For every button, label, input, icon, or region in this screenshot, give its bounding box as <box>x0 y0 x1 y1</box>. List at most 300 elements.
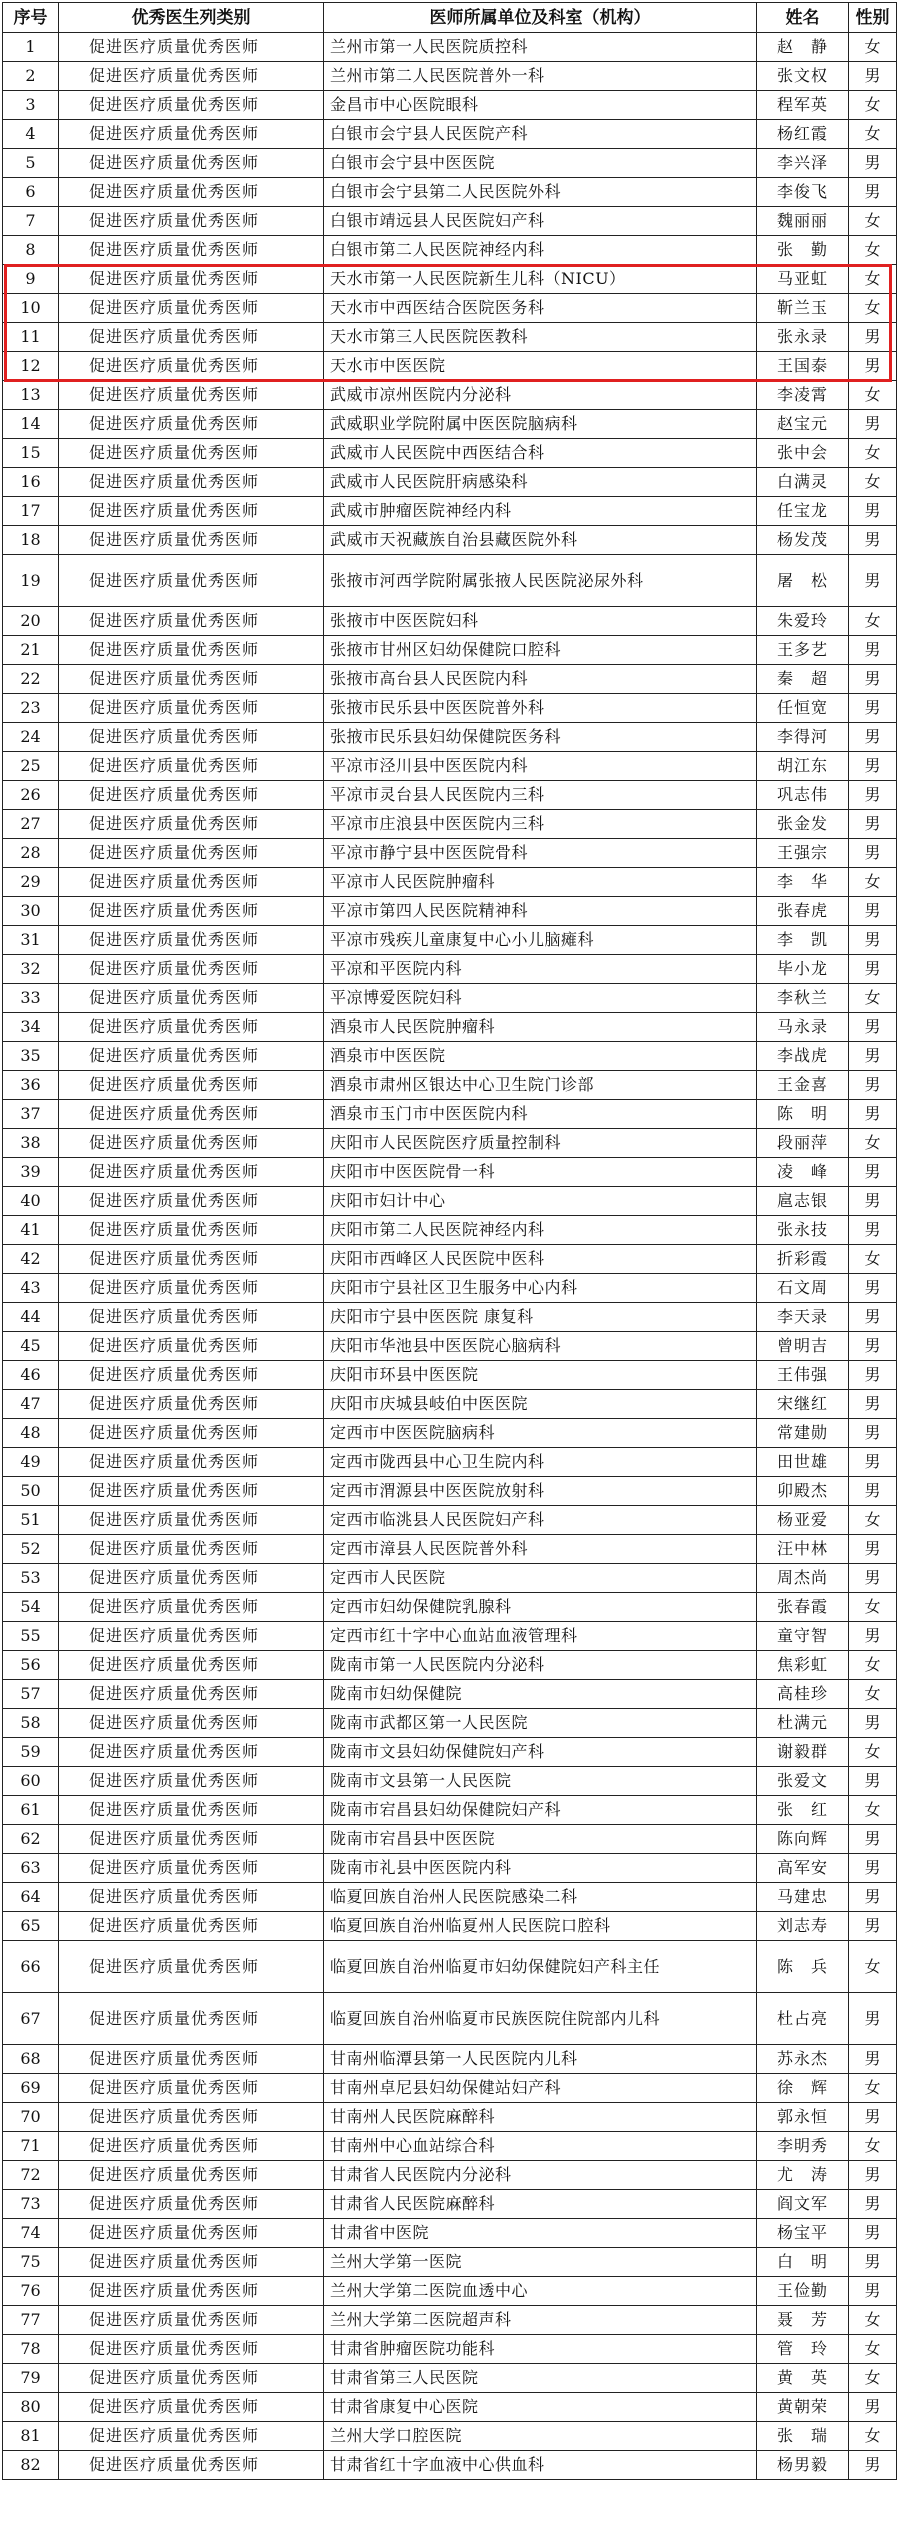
row-category: 促进医疗质量优秀医师 <box>59 897 324 926</box>
table-row <box>3 323 897 352</box>
table-row <box>3 294 897 323</box>
awardee-table <box>2 2 897 2480</box>
table-row <box>3 439 897 468</box>
row-index: 28 <box>3 839 59 868</box>
row-index: 25 <box>3 752 59 781</box>
row-institution: 白银市会宁县中医医院 <box>324 149 757 178</box>
row-index: 81 <box>3 2422 59 2451</box>
row-sex: 男 <box>849 1216 897 1245</box>
row-name: 田世雄 <box>757 1448 849 1477</box>
row-institution: 平凉市静宁县中医医院骨科 <box>324 839 757 868</box>
row-sex: 男 <box>849 1912 897 1941</box>
table-row <box>3 1709 897 1738</box>
row-name: 苏永杰 <box>757 2045 849 2074</box>
row-sex: 男 <box>849 1303 897 1332</box>
row-institution: 定西市临洮县人民医院妇产科 <box>324 1506 757 1535</box>
row-category: 促进医疗质量优秀医师 <box>59 607 324 636</box>
row-category: 促进医疗质量优秀医师 <box>59 694 324 723</box>
row-institution: 张掖市民乐县妇幼保健院医务科 <box>324 723 757 752</box>
row-sex: 女 <box>849 1506 897 1535</box>
header-institution: 医师所属单位及科室（机构） <box>324 3 757 33</box>
table-row <box>3 1912 897 1941</box>
row-institution: 甘南州人民医院麻醉科 <box>324 2103 757 2132</box>
table-row <box>3 120 897 149</box>
row-index: 22 <box>3 665 59 694</box>
row-index: 18 <box>3 526 59 555</box>
row-index: 78 <box>3 2335 59 2364</box>
row-category: 促进医疗质量优秀医师 <box>59 955 324 984</box>
row-name: 李俊飞 <box>757 178 849 207</box>
row-institution: 临夏回族自治州临夏州人民医院口腔科 <box>324 1912 757 1941</box>
row-index: 50 <box>3 1477 59 1506</box>
row-sex: 男 <box>849 2451 897 2480</box>
row-institution: 平凉市庄浪县中医医院内三科 <box>324 810 757 839</box>
row-name: 朱爱玲 <box>757 607 849 636</box>
row-name: 李 华 <box>757 868 849 897</box>
row-index: 13 <box>3 381 59 410</box>
row-institution: 平凉和平医院内科 <box>324 955 757 984</box>
row-institution: 武威职业学院附属中医医院脑病科 <box>324 410 757 439</box>
row-name: 童守智 <box>757 1622 849 1651</box>
row-name: 杨宝平 <box>757 2219 849 2248</box>
row-category: 促进医疗质量优秀医师 <box>59 91 324 120</box>
row-institution: 甘南州临潭县第一人民医院内儿科 <box>324 2045 757 2074</box>
row-institution: 甘南州中心血站综合科 <box>324 2132 757 2161</box>
table-row <box>3 2219 897 2248</box>
row-institution: 甘肃省第三人民医院 <box>324 2364 757 2393</box>
row-name: 杜占亮 <box>757 1993 849 2045</box>
table-row <box>3 1883 897 1912</box>
row-category: 促进医疗质量优秀医师 <box>59 1564 324 1593</box>
row-category: 促进医疗质量优秀医师 <box>59 1854 324 1883</box>
row-category: 促进医疗质量优秀医师 <box>59 1390 324 1419</box>
row-institution: 酒泉市人民医院肿瘤科 <box>324 1013 757 1042</box>
row-name: 赵 静 <box>757 33 849 62</box>
row-sex: 女 <box>849 607 897 636</box>
table-row <box>3 897 897 926</box>
row-index: 16 <box>3 468 59 497</box>
row-sex: 女 <box>849 1593 897 1622</box>
row-name: 宋继红 <box>757 1390 849 1419</box>
row-name: 凌 峰 <box>757 1158 849 1187</box>
row-category: 促进医疗质量优秀医师 <box>59 984 324 1013</box>
row-institution: 兰州大学第二医院血透中心 <box>324 2277 757 2306</box>
row-index: 41 <box>3 1216 59 1245</box>
row-institution: 定西市陇西县中心卫生院内科 <box>324 1448 757 1477</box>
table-row <box>3 1993 897 2045</box>
row-category: 促进医疗质量优秀医师 <box>59 665 324 694</box>
row-name: 刘志寿 <box>757 1912 849 1941</box>
row-institution: 庆阳市人民医院医疗质量控制科 <box>324 1129 757 1158</box>
row-sex: 男 <box>849 555 897 607</box>
table-row <box>3 352 897 381</box>
table-row <box>3 1796 897 1825</box>
table-row <box>3 62 897 91</box>
table-row <box>3 2306 897 2335</box>
row-index: 48 <box>3 1419 59 1448</box>
row-name: 杨亚爱 <box>757 1506 849 1535</box>
row-index: 39 <box>3 1158 59 1187</box>
row-sex: 男 <box>849 694 897 723</box>
table-row <box>3 1042 897 1071</box>
table-row <box>3 555 897 607</box>
row-category: 促进医疗质量优秀医师 <box>59 381 324 410</box>
row-index: 3 <box>3 91 59 120</box>
header-name: 姓名 <box>757 3 849 33</box>
row-sex: 男 <box>849 410 897 439</box>
table-row <box>3 1158 897 1187</box>
row-index: 23 <box>3 694 59 723</box>
row-index: 44 <box>3 1303 59 1332</box>
row-index: 57 <box>3 1680 59 1709</box>
row-index: 77 <box>3 2306 59 2335</box>
row-category: 促进医疗质量优秀医师 <box>59 1535 324 1564</box>
row-institution: 武威市人民医院中西医结合科 <box>324 439 757 468</box>
row-name: 阎文军 <box>757 2190 849 2219</box>
row-name: 屠 松 <box>757 555 849 607</box>
table-row <box>3 1274 897 1303</box>
row-name: 王伟强 <box>757 1361 849 1390</box>
row-sex: 女 <box>849 236 897 265</box>
row-name: 石文周 <box>757 1274 849 1303</box>
row-sex: 男 <box>849 526 897 555</box>
row-category: 促进医疗质量优秀医师 <box>59 1448 324 1477</box>
table-row <box>3 1767 897 1796</box>
table-row <box>3 178 897 207</box>
row-sex: 男 <box>849 178 897 207</box>
table-row <box>3 1390 897 1419</box>
row-sex: 男 <box>849 1013 897 1042</box>
header-sex: 性别 <box>849 3 897 33</box>
row-institution: 酒泉市肃州区银达中心卫生院门诊部 <box>324 1071 757 1100</box>
row-sex: 男 <box>849 1883 897 1912</box>
row-sex: 男 <box>849 1448 897 1477</box>
table-row <box>3 810 897 839</box>
row-name: 杜满元 <box>757 1709 849 1738</box>
row-institution: 陇南市文县妇幼保健院妇产科 <box>324 1738 757 1767</box>
table-row <box>3 636 897 665</box>
row-institution: 张掖市中医医院妇科 <box>324 607 757 636</box>
row-institution: 定西市渭源县中医医院放射科 <box>324 1477 757 1506</box>
row-name: 秦 超 <box>757 665 849 694</box>
row-sex: 男 <box>849 1709 897 1738</box>
row-institution: 酒泉市中医医院 <box>324 1042 757 1071</box>
row-index: 67 <box>3 1993 59 2045</box>
row-name: 张金发 <box>757 810 849 839</box>
row-category: 促进医疗质量优秀医师 <box>59 2306 324 2335</box>
row-sex: 男 <box>849 1158 897 1187</box>
row-category: 促进医疗质量优秀医师 <box>59 2451 324 2480</box>
row-institution: 定西市人民医院 <box>324 1564 757 1593</box>
row-index: 54 <box>3 1593 59 1622</box>
row-institution: 天水市中西医结合医院医务科 <box>324 294 757 323</box>
row-name: 王强宗 <box>757 839 849 868</box>
row-sex: 女 <box>849 381 897 410</box>
row-name: 李 凯 <box>757 926 849 955</box>
row-index: 60 <box>3 1767 59 1796</box>
row-index: 64 <box>3 1883 59 1912</box>
row-sex: 女 <box>849 984 897 1013</box>
row-institution: 酒泉市玉门市中医医院内科 <box>324 1100 757 1129</box>
table-row <box>3 694 897 723</box>
row-name: 王国泰 <box>757 352 849 381</box>
row-index: 66 <box>3 1941 59 1993</box>
row-institution: 定西市漳县人民医院普外科 <box>324 1535 757 1564</box>
row-category: 促进医疗质量优秀医师 <box>59 497 324 526</box>
row-sex: 男 <box>849 1564 897 1593</box>
row-sex: 男 <box>849 2045 897 2074</box>
row-index: 21 <box>3 636 59 665</box>
table-row <box>3 1216 897 1245</box>
row-index: 46 <box>3 1361 59 1390</box>
row-institution: 甘肃省康复中心医院 <box>324 2393 757 2422</box>
table-body <box>3 33 897 2480</box>
row-index: 9 <box>3 265 59 294</box>
row-sex: 男 <box>849 1535 897 1564</box>
table-row <box>3 2103 897 2132</box>
row-sex: 女 <box>849 33 897 62</box>
row-sex: 男 <box>849 781 897 810</box>
row-category: 促进医疗质量优秀医师 <box>59 265 324 294</box>
row-category: 促进医疗质量优秀医师 <box>59 33 324 62</box>
row-index: 73 <box>3 2190 59 2219</box>
row-category: 促进医疗质量优秀医师 <box>59 781 324 810</box>
row-category: 促进医疗质量优秀医师 <box>59 120 324 149</box>
row-index: 49 <box>3 1448 59 1477</box>
row-name: 赵宝元 <box>757 410 849 439</box>
table-row <box>3 1854 897 1883</box>
row-institution: 张掖市民乐县中医医院普外科 <box>324 694 757 723</box>
row-category: 促进医疗质量优秀医师 <box>59 1303 324 1332</box>
row-category: 促进医疗质量优秀医师 <box>59 1245 324 1274</box>
row-sex: 男 <box>849 926 897 955</box>
row-sex: 女 <box>849 868 897 897</box>
row-category: 促进医疗质量优秀医师 <box>59 2219 324 2248</box>
table-row <box>3 1622 897 1651</box>
row-institution: 张掖市河西学院附属张掖人民医院泌尿外科 <box>324 555 757 607</box>
row-index: 76 <box>3 2277 59 2306</box>
row-institution: 陇南市妇幼保健院 <box>324 1680 757 1709</box>
row-category: 促进医疗质量优秀医师 <box>59 1680 324 1709</box>
row-sex: 女 <box>849 439 897 468</box>
table-row <box>3 91 897 120</box>
row-institution: 甘肃省红十字血液中心供血科 <box>324 2451 757 2480</box>
row-name: 黄 英 <box>757 2364 849 2393</box>
row-sex: 男 <box>849 323 897 352</box>
row-institution: 武威市凉州医院内分泌科 <box>324 381 757 410</box>
row-institution: 兰州市第二人民医院普外一科 <box>324 62 757 91</box>
row-sex: 男 <box>849 2219 897 2248</box>
row-name: 马建忠 <box>757 1883 849 1912</box>
table-row <box>3 1245 897 1274</box>
row-name: 曾明吉 <box>757 1332 849 1361</box>
row-name: 白 明 <box>757 2248 849 2277</box>
row-category: 促进医疗质量优秀医师 <box>59 1593 324 1622</box>
row-index: 32 <box>3 955 59 984</box>
table-row <box>3 2248 897 2277</box>
row-name: 张永技 <box>757 1216 849 1245</box>
row-name: 谢毅群 <box>757 1738 849 1767</box>
table-row <box>3 955 897 984</box>
row-index: 45 <box>3 1332 59 1361</box>
row-institution: 甘肃省肿瘤医院功能科 <box>324 2335 757 2364</box>
row-sex: 男 <box>849 149 897 178</box>
row-sex: 女 <box>849 2364 897 2393</box>
row-index: 79 <box>3 2364 59 2393</box>
row-index: 55 <box>3 1622 59 1651</box>
row-category: 促进医疗质量优秀医师 <box>59 1796 324 1825</box>
row-category: 促进医疗质量优秀医师 <box>59 1042 324 1071</box>
row-category: 促进医疗质量优秀医师 <box>59 439 324 468</box>
table-row <box>3 2074 897 2103</box>
row-category: 促进医疗质量优秀医师 <box>59 2277 324 2306</box>
row-name: 李秋兰 <box>757 984 849 1013</box>
row-index: 82 <box>3 2451 59 2480</box>
row-institution: 平凉市残疾儿童康复中心小儿脑瘫科 <box>324 926 757 955</box>
header-index: 序号 <box>3 3 59 33</box>
row-sex: 男 <box>849 2393 897 2422</box>
row-category: 促进医疗质量优秀医师 <box>59 1216 324 1245</box>
row-index: 26 <box>3 781 59 810</box>
row-category: 促进医疗质量优秀医师 <box>59 1332 324 1361</box>
row-sex: 男 <box>849 1390 897 1419</box>
row-category: 促进医疗质量优秀医师 <box>59 1709 324 1738</box>
row-sex: 男 <box>849 723 897 752</box>
row-index: 59 <box>3 1738 59 1767</box>
row-name: 张 红 <box>757 1796 849 1825</box>
row-institution: 白银市靖远县人民医院妇产科 <box>324 207 757 236</box>
table-row <box>3 2335 897 2364</box>
row-name: 周杰尚 <box>757 1564 849 1593</box>
row-name: 魏丽丽 <box>757 207 849 236</box>
row-index: 1 <box>3 33 59 62</box>
row-institution: 陇南市礼县中医医院内科 <box>324 1854 757 1883</box>
table-row <box>3 2045 897 2074</box>
row-category: 促进医疗质量优秀医师 <box>59 2103 324 2132</box>
table-row <box>3 665 897 694</box>
row-category: 促进医疗质量优秀医师 <box>59 2364 324 2393</box>
row-name: 李天录 <box>757 1303 849 1332</box>
row-institution: 临夏回族自治州人民医院感染二科 <box>324 1883 757 1912</box>
row-name: 毕小龙 <box>757 955 849 984</box>
table-row <box>3 265 897 294</box>
row-name: 任宝龙 <box>757 497 849 526</box>
row-institution: 庆阳市宁县社区卫生服务中心内科 <box>324 1274 757 1303</box>
row-name: 汪中林 <box>757 1535 849 1564</box>
row-category: 促进医疗质量优秀医师 <box>59 1825 324 1854</box>
row-institution: 白银市会宁县人民医院产科 <box>324 120 757 149</box>
row-name: 郭永恒 <box>757 2103 849 2132</box>
row-index: 15 <box>3 439 59 468</box>
row-institution: 甘南州卓尼县妇幼保健站妇产科 <box>324 2074 757 2103</box>
row-category: 促进医疗质量优秀医师 <box>59 1506 324 1535</box>
row-index: 29 <box>3 868 59 897</box>
row-name: 李明秀 <box>757 2132 849 2161</box>
row-name: 李凌霄 <box>757 381 849 410</box>
row-sex: 男 <box>849 1767 897 1796</box>
row-name: 张文权 <box>757 62 849 91</box>
row-name: 任恒宽 <box>757 694 849 723</box>
row-sex: 女 <box>849 1680 897 1709</box>
row-index: 5 <box>3 149 59 178</box>
row-institution: 庆阳市环县中医医院 <box>324 1361 757 1390</box>
row-index: 38 <box>3 1129 59 1158</box>
row-sex: 男 <box>849 1622 897 1651</box>
row-index: 40 <box>3 1187 59 1216</box>
row-category: 促进医疗质量优秀医师 <box>59 1622 324 1651</box>
table-row <box>3 33 897 62</box>
row-sex: 男 <box>849 897 897 926</box>
table-row <box>3 2132 897 2161</box>
row-name: 高桂珍 <box>757 1680 849 1709</box>
row-category: 促进医疗质量优秀医师 <box>59 636 324 665</box>
row-category: 促进医疗质量优秀医师 <box>59 2335 324 2364</box>
row-sex: 男 <box>849 810 897 839</box>
row-name: 李战虎 <box>757 1042 849 1071</box>
row-institution: 庆阳市华池县中医医院心脑病科 <box>324 1332 757 1361</box>
row-institution: 陇南市宕昌县中医医院 <box>324 1825 757 1854</box>
row-institution: 庆阳市第二人民医院神经内科 <box>324 1216 757 1245</box>
row-index: 58 <box>3 1709 59 1738</box>
row-name: 张中会 <box>757 439 849 468</box>
row-category: 促进医疗质量优秀医师 <box>59 468 324 497</box>
row-institution: 武威市天祝藏族自治县藏医院外科 <box>324 526 757 555</box>
row-category: 促进医疗质量优秀医师 <box>59 323 324 352</box>
row-sex: 男 <box>849 2277 897 2306</box>
row-sex: 男 <box>849 1419 897 1448</box>
table-row <box>3 723 897 752</box>
row-index: 56 <box>3 1651 59 1680</box>
row-category: 促进医疗质量优秀医师 <box>59 2422 324 2451</box>
row-name: 张永录 <box>757 323 849 352</box>
row-institution: 甘肃省中医院 <box>324 2219 757 2248</box>
row-category: 促进医疗质量优秀医师 <box>59 149 324 178</box>
table-row <box>3 2190 897 2219</box>
row-category: 促进医疗质量优秀医师 <box>59 294 324 323</box>
row-category: 促进医疗质量优秀医师 <box>59 1129 324 1158</box>
row-sex: 男 <box>849 1071 897 1100</box>
table-row <box>3 752 897 781</box>
row-category: 促进医疗质量优秀医师 <box>59 207 324 236</box>
table-row <box>3 1738 897 1767</box>
row-index: 24 <box>3 723 59 752</box>
row-name: 巩志伟 <box>757 781 849 810</box>
row-name: 张春霞 <box>757 1593 849 1622</box>
row-institution: 武威市肿瘤医院神经内科 <box>324 497 757 526</box>
row-sex: 男 <box>849 665 897 694</box>
row-name: 张爱文 <box>757 1767 849 1796</box>
row-institution: 白银市第二人民医院神经内科 <box>324 236 757 265</box>
row-sex: 女 <box>849 2132 897 2161</box>
table-row <box>3 410 897 439</box>
row-institution: 临夏回族自治州临夏市民族医院住院部内儿科 <box>324 1993 757 2045</box>
row-category: 促进医疗质量优秀医师 <box>59 1013 324 1042</box>
table-row <box>3 926 897 955</box>
row-institution: 陇南市宕昌县妇幼保健院妇产科 <box>324 1796 757 1825</box>
row-category: 促进医疗质量优秀医师 <box>59 2248 324 2277</box>
row-index: 19 <box>3 555 59 607</box>
row-name: 聂 芳 <box>757 2306 849 2335</box>
row-sex: 男 <box>849 2190 897 2219</box>
table-row <box>3 2364 897 2393</box>
row-sex: 男 <box>849 1477 897 1506</box>
row-category: 促进医疗质量优秀医师 <box>59 2045 324 2074</box>
row-index: 62 <box>3 1825 59 1854</box>
row-name: 靳兰玉 <box>757 294 849 323</box>
row-sex: 女 <box>849 1738 897 1767</box>
row-category: 促进医疗质量优秀医师 <box>59 1941 324 1993</box>
row-sex: 女 <box>849 91 897 120</box>
